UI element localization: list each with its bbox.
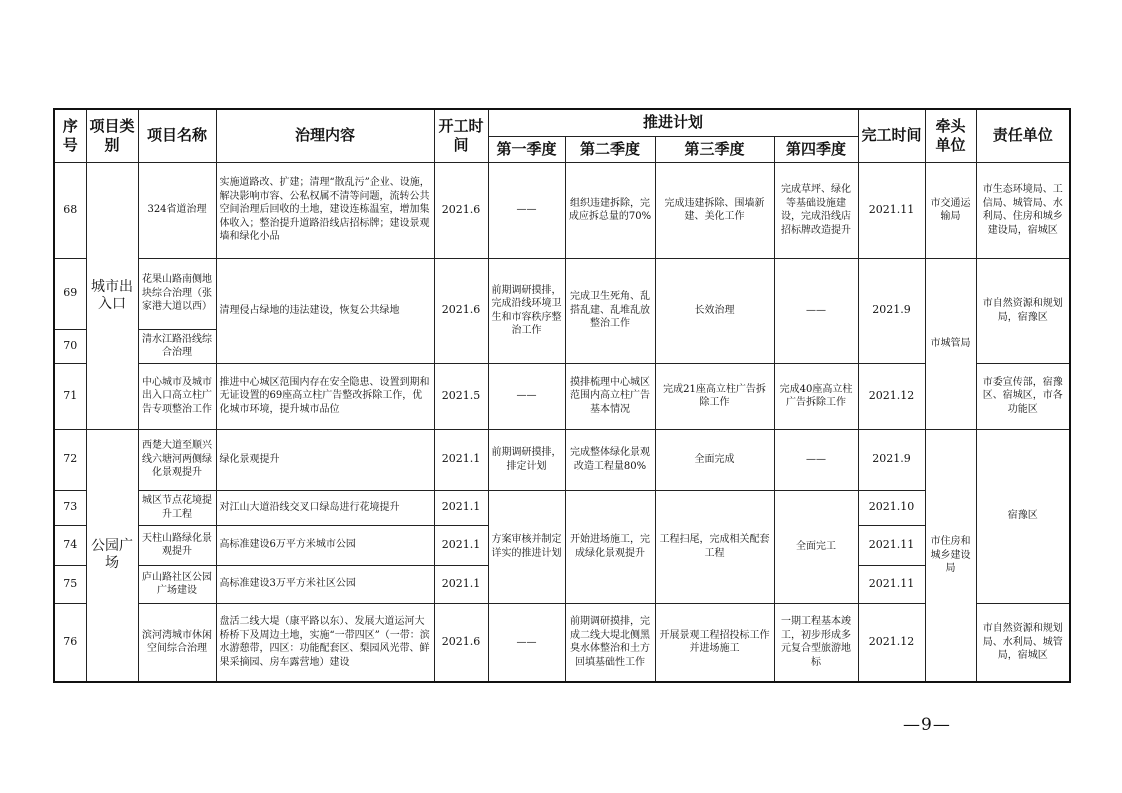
row-finish: 2021.9	[858, 258, 925, 363]
row-q4: 一期工程基本竣工，初步形成多元复合型旅游地标	[774, 603, 858, 682]
header-q2: 第二季度	[565, 136, 655, 162]
row-content: 推进中心城区范围内存在安全隐患、设置到期和无证设置的69座高立柱广告整改拆除工作，优化城市环境，提升城市品位	[216, 363, 434, 429]
header-q4: 第四季度	[774, 136, 858, 162]
row-seq: 74	[54, 525, 86, 565]
row-resp: 市自然资源和规划局、水利局、城管局，宿城区	[976, 603, 1070, 682]
row-start: 2021.6	[434, 603, 488, 682]
table-row	[54, 258, 1070, 329]
header-finish: 完工时间	[858, 109, 925, 162]
row-q2: 开始进场施工，完成绿化景观提升	[565, 490, 655, 603]
row-lead: 市城管局	[925, 258, 976, 429]
row-finish: 2021.12	[858, 363, 925, 429]
row-content: 高标准建设6万平方米城市公园	[216, 525, 434, 565]
row-name: 庐山路社区公园广场建设	[138, 565, 216, 603]
row-seq: 76	[54, 603, 86, 682]
row-q4: 全面完工	[774, 490, 858, 603]
row-finish: 2021.9	[858, 429, 925, 490]
row-q2: 完成整体绿化景观改造工程量80%	[565, 429, 655, 490]
row-resp: 宿豫区	[976, 429, 1070, 603]
row-seq: 71	[54, 363, 86, 429]
row-content: 清理侵占绿地的违法建设，恢复公共绿地	[216, 258, 434, 363]
row-q3: 全面完成	[655, 429, 774, 490]
row-content: 绿化景观提升	[216, 429, 434, 490]
row-q3: 工程扫尾，完成相关配套工程	[655, 490, 774, 603]
category-city-entrance: 城市出入口	[86, 162, 138, 429]
category-park-square: 公园广场	[86, 429, 138, 682]
row-content: 对江山大道沿线交叉口绿岛进行花境提升	[216, 490, 434, 525]
row-q2: 组织违建拆除，完成应拆总量的70%	[565, 162, 655, 258]
row-name: 324省道治理	[138, 162, 216, 258]
header-q3: 第三季度	[655, 136, 774, 162]
row-content: 高标准建设3万平方米社区公园	[216, 565, 434, 603]
row-start: 2021.6	[434, 258, 488, 363]
row-name: 西楚大道至顺兴线六塘河两侧绿化景观提升	[138, 429, 216, 490]
row-start: 2021.1	[434, 525, 488, 565]
row-q3: 开展景观工程招投标工作并进场施工	[655, 603, 774, 682]
row-q4: ——	[774, 258, 858, 363]
row-q2: 完成卫生死角、乱搭乱建、乱堆乱放整治工作	[565, 258, 655, 363]
row-name: 滨河湾城市休闲空间综合治理	[138, 603, 216, 682]
row-seq: 69	[54, 258, 86, 329]
row-q3: 完成违建拆除、围墙新建、美化工作	[655, 162, 774, 258]
row-q1: ——	[488, 603, 565, 682]
row-name: 天柱山路绿化景观提升	[138, 525, 216, 565]
row-resp: 市自然资源和规划局，宿豫区	[976, 258, 1070, 363]
row-q1: ——	[488, 162, 565, 258]
row-start: 2021.1	[434, 490, 488, 525]
row-content: 实施道路改、扩建；清理“散乱污”企业、设施，解决影响市容、公私权属不清等问题，流转公共空间治理后回收的土地，建设连栋温室，增加集体收入；整治提升道路沿线店招标牌；建设景观墙和绿化小品	[216, 162, 434, 258]
row-seq: 75	[54, 565, 86, 603]
header-plan: 推进计划	[488, 109, 858, 136]
row-finish: 2021.11	[858, 525, 925, 565]
header-q1: 第一季度	[488, 136, 565, 162]
table-row	[54, 162, 1070, 258]
row-q4: 完成草坪、绿化等基础设施建设，完成沿线店招标牌改造提升	[774, 162, 858, 258]
row-name: 城区节点花境提升工程	[138, 490, 216, 525]
row-seq: 70	[54, 329, 86, 363]
row-seq: 68	[54, 162, 86, 258]
row-finish: 2021.10	[858, 490, 925, 525]
row-q4: 完成40座高立柱广告拆除工作	[774, 363, 858, 429]
header-seq: 序号	[54, 109, 86, 162]
row-q3: 长效治理	[655, 258, 774, 363]
row-q1: 前期调研摸排，完成沿线环境卫生和市容秩序整治工作	[488, 258, 565, 363]
row-q1: ——	[488, 363, 565, 429]
page-number: —9—	[903, 715, 951, 735]
row-lead: 市住房和城乡建设局	[925, 429, 976, 682]
row-resp: 市生态环境局、工信局、城管局、水利局、住房和城乡建设局，宿城区	[976, 162, 1070, 258]
header-start: 开工时间	[434, 109, 488, 162]
header-content: 治理内容	[216, 109, 434, 162]
row-resp: 市委宣传部，宿豫区、宿城区，市各功能区	[976, 363, 1070, 429]
row-content: 盘活二线大堤（康平路以东）、发展大道运河大桥桥下及周边土地，实施“一带四区”（一带：滨水游憩带，四区：功能配套区、梨园风光带、鲜果采摘园、房车露营地）建设	[216, 603, 434, 682]
row-start: 2021.1	[434, 429, 488, 490]
row-finish: 2021.12	[858, 603, 925, 682]
row-name: 清水江路沿线综合治理	[138, 329, 216, 363]
row-finish: 2021.11	[858, 565, 925, 603]
row-lead: 市交通运输局	[925, 162, 976, 258]
project-table	[53, 108, 1071, 683]
header-resp: 责任单位	[976, 109, 1070, 162]
header-lead: 牵头单位	[925, 109, 976, 162]
table-row	[54, 429, 1070, 490]
row-q1: 方案审核并制定详实的推进计划	[488, 490, 565, 603]
header-name: 项目名称	[138, 109, 216, 162]
row-seq: 73	[54, 490, 86, 525]
table-row	[54, 363, 1070, 429]
table-row	[54, 603, 1070, 682]
row-start: 2021.6	[434, 162, 488, 258]
row-start: 2021.1	[434, 565, 488, 603]
row-q4: ——	[774, 429, 858, 490]
row-q2: 摸排梳理中心城区范围内高立柱广告基本情况	[565, 363, 655, 429]
row-seq: 72	[54, 429, 86, 490]
row-finish: 2021.11	[858, 162, 925, 258]
table-row	[54, 490, 1070, 525]
row-start: 2021.5	[434, 363, 488, 429]
header-category: 项目类别	[86, 109, 138, 162]
row-name: 中心城市及城市出入口高立柱广告专项整治工作	[138, 363, 216, 429]
row-name: 花果山路南侧地块综合治理（张家港大道以西）	[138, 258, 216, 329]
row-q2: 前期调研摸排，完成二线大堤北侧黑臭水体整治和土方回填基础性工作	[565, 603, 655, 682]
row-q1: 前期调研摸排，排定计划	[488, 429, 565, 490]
row-q3: 完成21座高立柱广告拆除工作	[655, 363, 774, 429]
